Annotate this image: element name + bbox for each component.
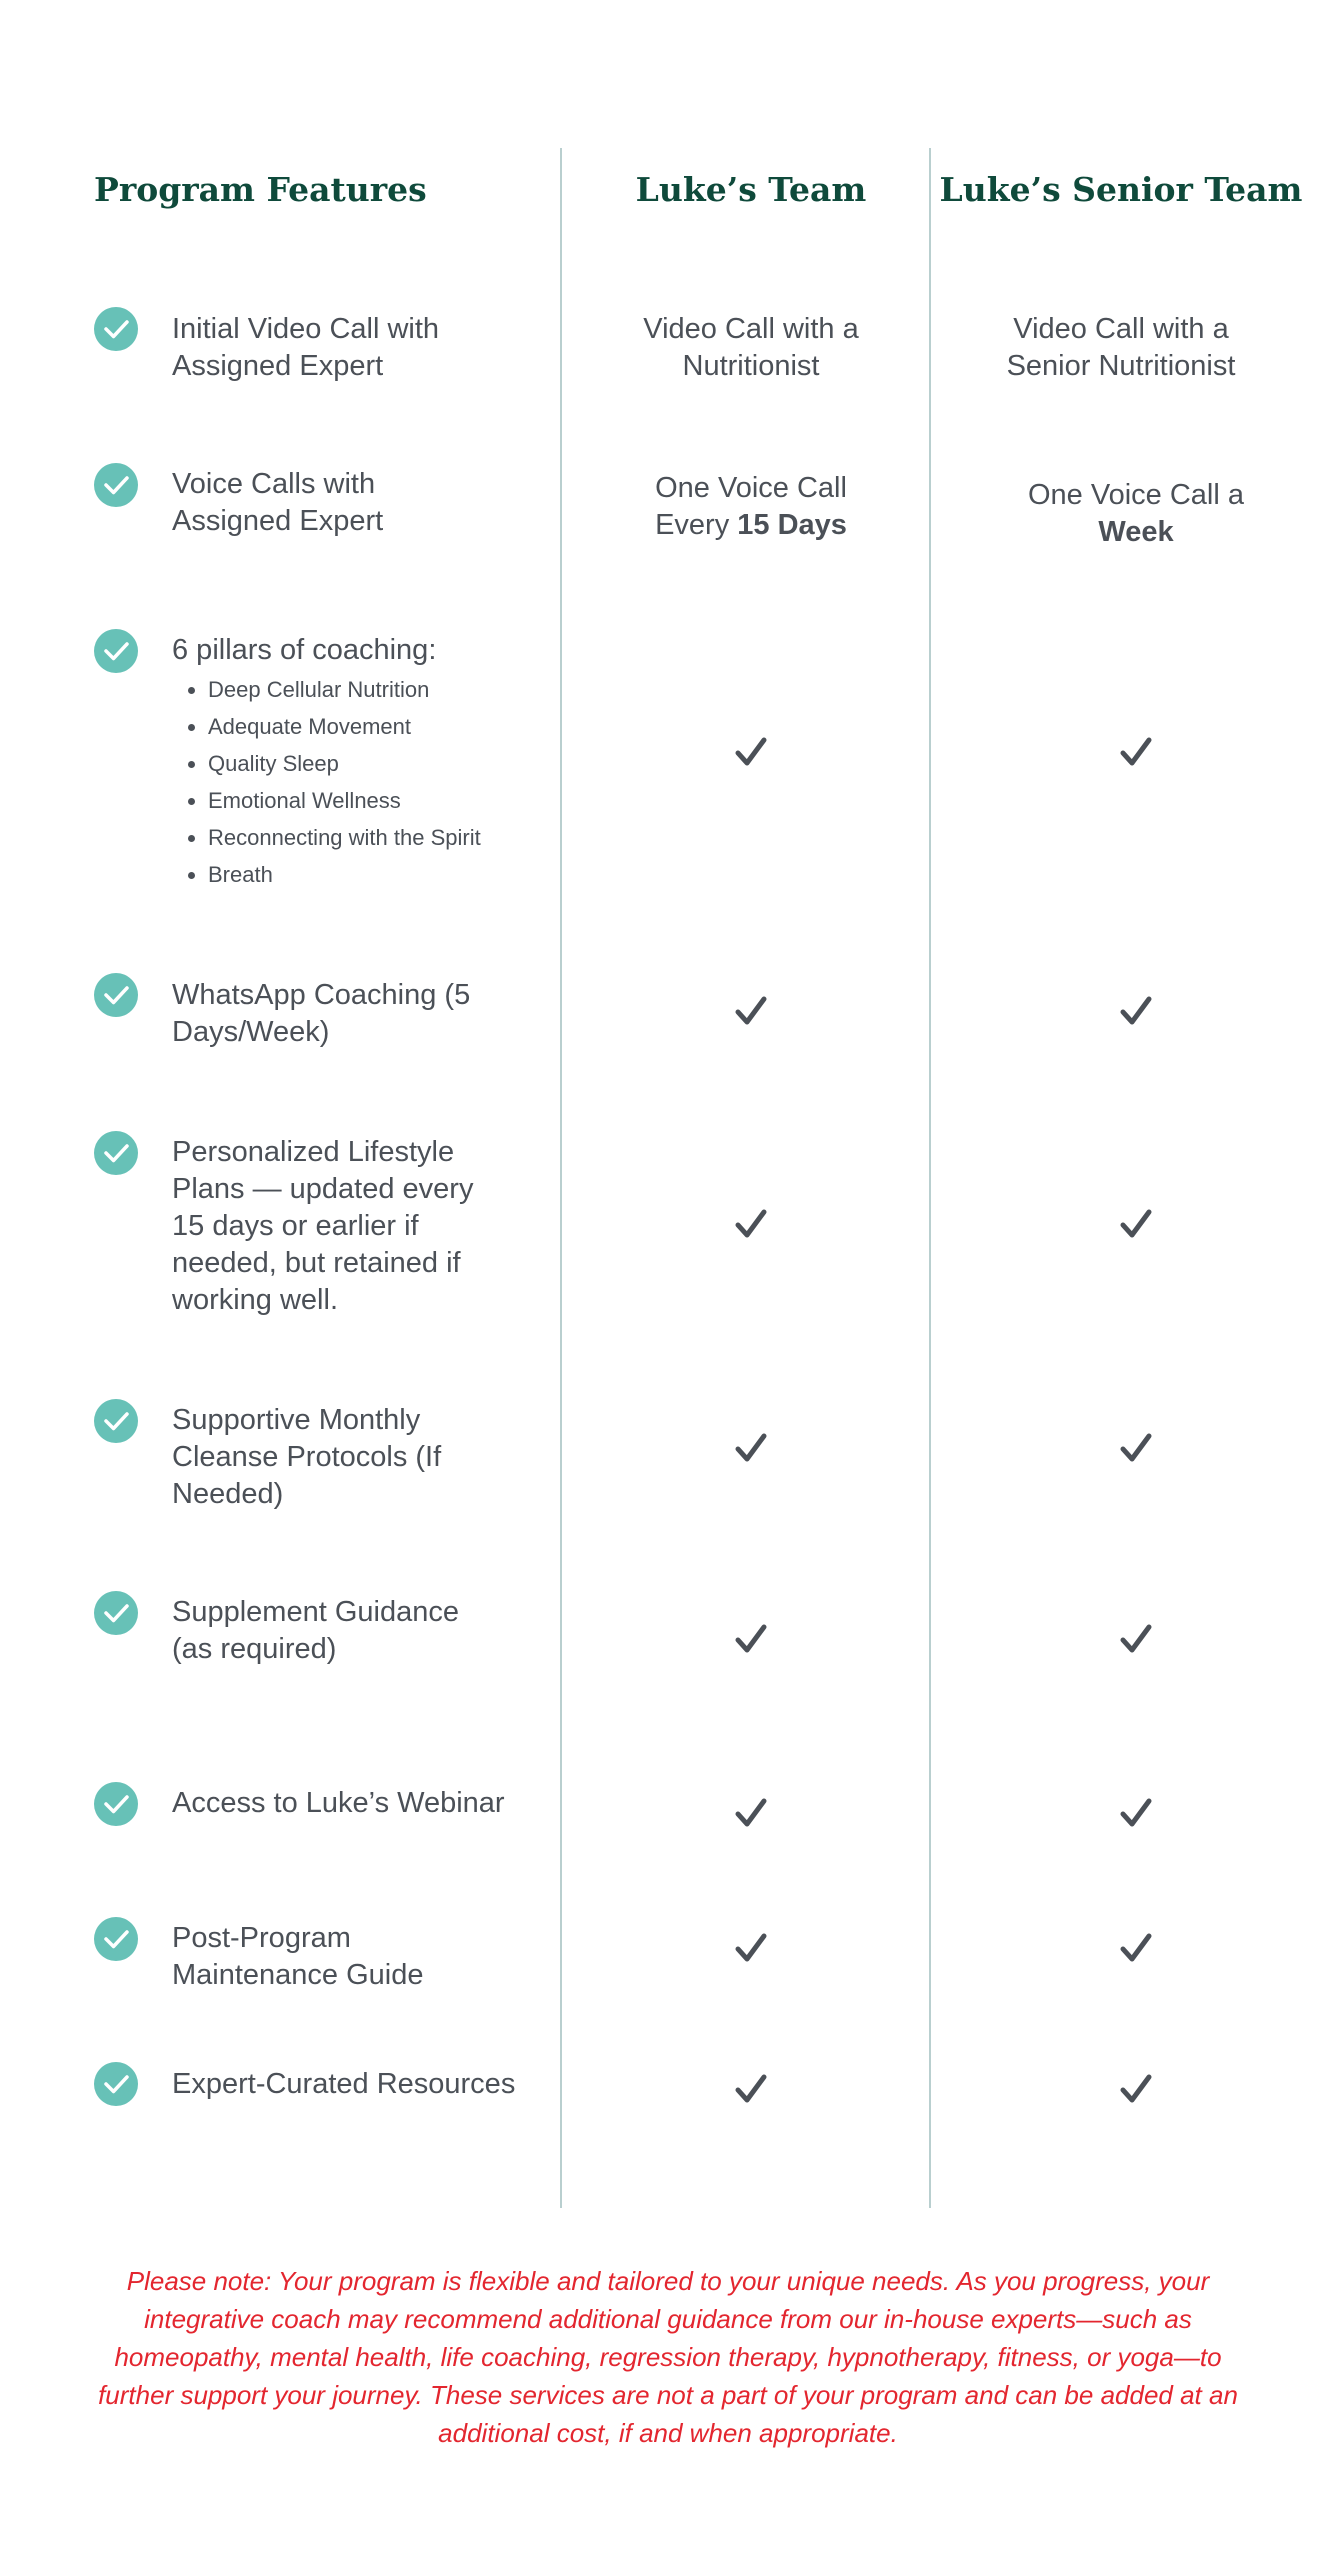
list-item: • Deep Cellular Nutrition bbox=[208, 671, 552, 708]
team-value-text: One Voice Call Every bbox=[655, 472, 847, 541]
checkmark-icon bbox=[731, 1431, 771, 1467]
disclaimer-note: Please note: Your program is flexible and tailored to your unique needs. As you progress, your integrative coach may recommend additional guidance from our in-house experts—such as homeopathy, mental health, life coaching, regression therapy, hypnotherapy, fitness, or yoga—to further support your journey. These services are not a part of your program and can be added at an additional cost, if and when appropriate. bbox=[98, 2266, 1238, 2448]
circle-check-icon bbox=[94, 629, 138, 673]
checkmark-icon bbox=[731, 1207, 771, 1243]
circle-check-icon bbox=[94, 1131, 138, 1175]
circle-check-icon bbox=[94, 1399, 138, 1443]
checkmark-icon bbox=[731, 1622, 771, 1658]
checkmark-icon bbox=[1116, 1622, 1156, 1658]
checkmark-icon bbox=[1116, 994, 1156, 1030]
checkmark-icon bbox=[1116, 1431, 1156, 1467]
circle-check-icon bbox=[94, 2062, 138, 2106]
checkmark-icon bbox=[1116, 2072, 1156, 2108]
checkmark-icon bbox=[1116, 1796, 1156, 1832]
checkmark-icon bbox=[731, 1796, 771, 1832]
feature-label bbox=[172, 632, 552, 893]
senior-value-emphasis: Week bbox=[1098, 516, 1174, 548]
checkmark-icon bbox=[731, 735, 771, 771]
circle-check-icon bbox=[94, 463, 138, 507]
feature-label: WhatsApp Coaching (5 Days/Week) bbox=[172, 979, 471, 1048]
header-program-features: Program Features bbox=[94, 170, 427, 209]
checkmark-icon bbox=[1116, 1207, 1156, 1243]
feature-label: Voice Calls with Assigned Expert bbox=[172, 468, 384, 537]
feature-label: Personalized Lifestyle Plans — updated every 15 days or earlier if needed, but retained if working well. bbox=[172, 1136, 474, 1316]
team-value: Video Call with a Nutritionist bbox=[643, 313, 859, 382]
feature-label: Supportive Monthly Cleanse Protocols (If Needed) bbox=[172, 1404, 442, 1510]
checkmark-icon bbox=[1116, 735, 1156, 771]
feature-label: Supplement Guidance (as required) bbox=[172, 1596, 459, 1665]
feature-label: Initial Video Call with Assigned Expert bbox=[172, 313, 440, 382]
team-value-emphasis: 15 Days bbox=[737, 509, 847, 541]
checkmark-icon bbox=[1116, 1931, 1156, 1967]
checkmark-icon bbox=[731, 2072, 771, 2108]
feature-label-text: 6 pillars of coaching: bbox=[172, 634, 437, 666]
feature-label: Post-Program Maintenance Guide bbox=[172, 1922, 424, 1991]
list-item: • Quality Sleep bbox=[208, 745, 552, 782]
circle-check-icon bbox=[94, 1782, 138, 1826]
header-lukes-senior-team: Luke’s Senior Team bbox=[939, 170, 1303, 209]
column-divider-left bbox=[560, 148, 562, 2208]
feature-label: Access to Luke’s Webinar bbox=[172, 1787, 505, 1819]
circle-check-icon bbox=[94, 1591, 138, 1635]
circle-check-icon bbox=[94, 307, 138, 351]
circle-check-icon bbox=[94, 1917, 138, 1961]
list-item: • Adequate Movement bbox=[208, 708, 552, 745]
senior-value bbox=[1016, 477, 1256, 551]
header-lukes-team: Luke’s Team bbox=[635, 170, 867, 209]
list-item: • Emotional Wellness bbox=[208, 782, 552, 819]
senior-value: Video Call with a Senior Nutritionist bbox=[1006, 313, 1236, 382]
checkmark-icon bbox=[731, 994, 771, 1030]
team-value bbox=[641, 470, 861, 544]
senior-value-text: One Voice Call a bbox=[1027, 479, 1244, 511]
list-item: • Reconnecting with the Spirit bbox=[208, 819, 552, 856]
pillar-list bbox=[172, 671, 552, 893]
circle-check-icon bbox=[94, 973, 138, 1017]
feature-label: Expert-Curated Resources bbox=[172, 2068, 516, 2100]
checkmark-icon bbox=[731, 1931, 771, 1967]
list-item: • Breath bbox=[208, 856, 552, 893]
column-divider-right bbox=[929, 148, 931, 2208]
